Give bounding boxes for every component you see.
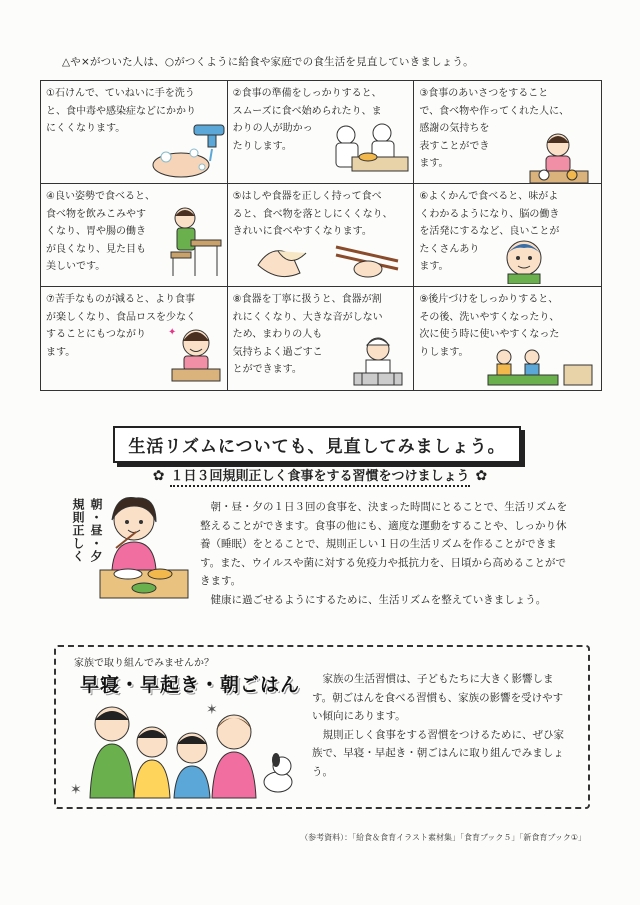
habit-text: ⑧食器を丁寧に扱うと、食器が割 れにくくなり、大きな音がしない ため、まわりの人も 気持ちよく過ごすこ とができます。 (232, 294, 383, 375)
intro-text: △や×がついた人は、○がつくように給食や家庭での食生活を見直していきましょう。 (62, 56, 474, 68)
rhythm-body-text (200, 498, 572, 609)
rhythm-paragraph: 健康に過ごせるようにするために、生活リズムを整えていきましょう。 (210, 593, 547, 606)
svg-text:✦: ✦ (168, 327, 177, 338)
habit-cell-posture (41, 184, 228, 287)
habit-text: ⑨後片づけをしっかりすると、 その後、洗いやすくなったり、 次に使う時に使いやすくなった りします。 (419, 294, 560, 358)
chopsticks-bowl-illustration (248, 239, 408, 284)
habit-cell-handwashing (41, 81, 228, 184)
svg-text:✶: ✶ (206, 702, 218, 718)
family-subtitle: 家族で取り組んでみませんか？ (74, 658, 214, 669)
habit-text: ③食事のあいさつをすること で、食べ物や作ってくれた人に、 感謝の気持ちを 表すことができ ます。 (419, 88, 570, 169)
habit-cell-chewing (414, 184, 601, 287)
subheading-text: １日３回規則正しく食事をする習慣をつけましょう (170, 465, 469, 487)
habit-cell-preparation (228, 81, 415, 184)
habit-cell-dislikes (41, 287, 228, 390)
reference-note: （参考資料）：「給食＆食育イラスト素材集」「食育ブック５」「新食育ブック①」 (300, 833, 586, 842)
habit-cell-tableware (228, 287, 415, 390)
habit-cell-greeting (414, 81, 601, 184)
vertical-label-regular: 規則正しく (71, 498, 85, 563)
meal-habit-subheading (130, 465, 510, 487)
habit-text: ④良い姿勢で食べると、 食べ物を飲みこみやす くなり、胃や腸の働き が良くなり、見た目も 美しいです。 (46, 191, 155, 272)
habit-text: ⑦苦手なものが減ると、より食事 が楽しくなり、食品ロスを少なく することにもつながり ます。 (46, 294, 196, 358)
flower-icon: ✿ (475, 468, 488, 484)
svg-text:✶: ✶ (70, 782, 82, 798)
woman-eating-illustration (96, 492, 192, 604)
habit-cell-cleanup (414, 287, 601, 390)
family-body-text (312, 670, 572, 781)
habit-cell-chopsticks (228, 184, 415, 287)
family-paragraph: 家族の生活習慣は、子どもたちに大きく影響します。朝ごはんを食べる習慣も、家族の影響を受けやすい傾向にあります。 (312, 673, 564, 722)
habits-table (40, 80, 602, 391)
habit-text: ⑤はしや食器を正しく持って食べ ると、食べ物を落としにくくなり、 きれいに食べやすくなります。 (232, 191, 393, 237)
family-paragraph: 規則正しく食事をする習慣をつけるために、ぜひ家族で、早寝・早起き・朝ごはんに取り組んでみましょう。 (312, 728, 564, 778)
rhythm-paragraph: 朝・昼・夕の１日３回の食事を、決まった時間にとることで、生活リズムを整えることができます。食事の他にも、適度な運動をすることや、しっかり休養（睡眠）をとることで、規則正しい１日の生活リズムを作ることができます。また、ウイルスや菌に対する免疫力や抵抗力を、日頃から高めることができます。 (200, 501, 568, 587)
habit-text: ⑥よくかんで食べると、味がよ くわかるようになり、脳の働き を活発にするなど、良いことが たくさんあり ます。 (419, 191, 560, 272)
family-title: 早寝・早起き・朝ごはん (80, 674, 301, 696)
vertical-label-meals: 朝・昼・夕 (89, 498, 103, 563)
habit-text: ②食事の準備をしっかりすると、 スムーズに食べ始められたり、ま わりの人が助かっ たりします。 (232, 88, 382, 152)
family-illustration (66, 698, 302, 800)
habit-text: ①石けんで、ていねいに手を洗う と、食中毒や感染症などにかかり にくくなります。 (46, 88, 196, 134)
rhythm-banner: 生活リズムについても、見直してみましょう。 (113, 426, 521, 463)
flower-icon: ✿ (152, 468, 165, 484)
